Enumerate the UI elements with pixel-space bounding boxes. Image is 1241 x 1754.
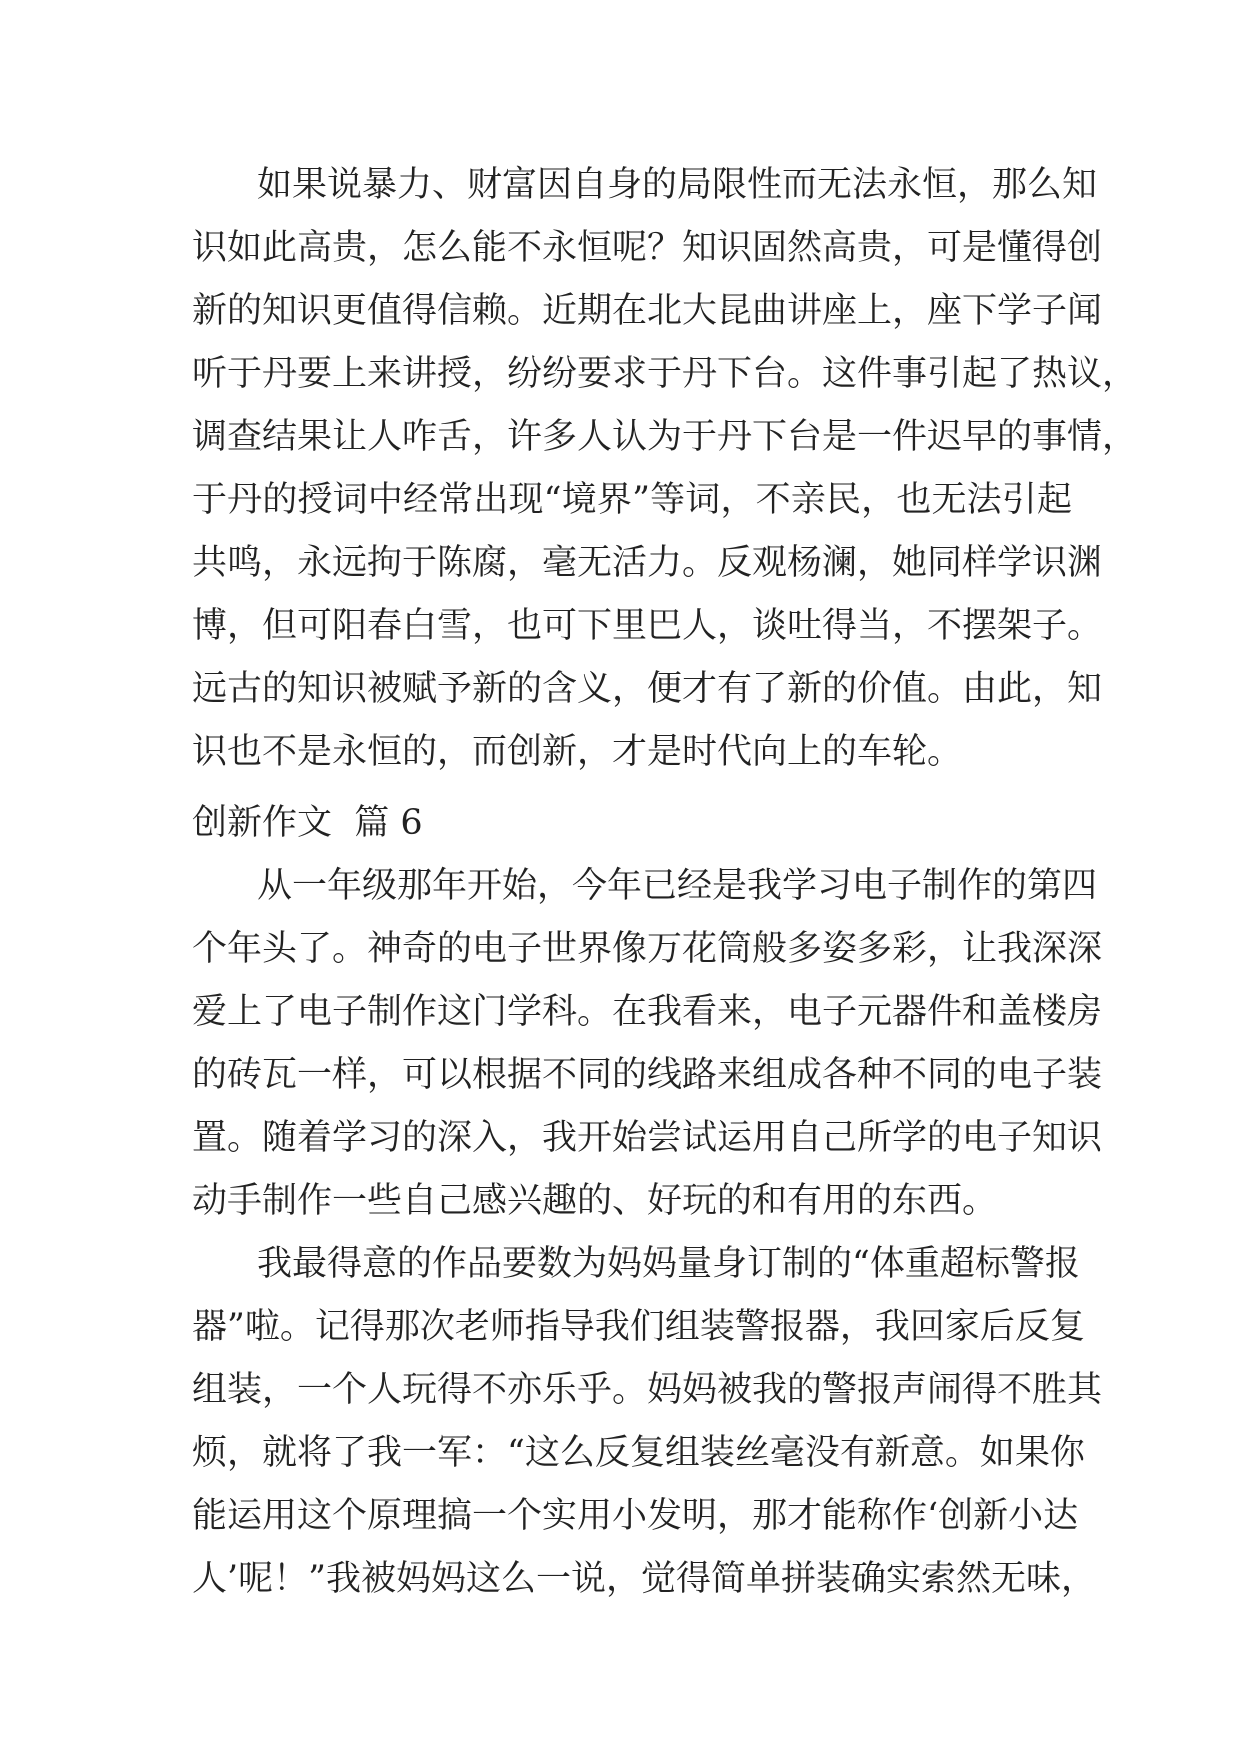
text-line: 人’呢！”我被妈妈这么一说，觉得简单拼装确实索然无味， <box>192 1559 1097 1599</box>
text-line: 远古的知识被赋予新的含义，便才有了新的价值。由此，知 <box>192 669 1103 709</box>
text-line: 调查结果让人咋舌，许多人认为于丹下台是一件迟早的事情， <box>192 417 1138 457</box>
text-line: 共鸣，永远拘于陈腐，毫无活力。反观杨澜，她同样学识渊 <box>192 543 1103 583</box>
text-line: 我最得意的作品要数为妈妈量身订制的“体重超标警报 <box>257 1244 1080 1284</box>
section-heading: 创新作文 篇 6 <box>192 803 423 843</box>
text-line: 的砖瓦一样，可以根据不同的线路来组成各种不同的电子装 <box>192 1055 1103 1095</box>
text-line: 新的知识更值得信赖。近期在北大昆曲讲座上，座下学子闻 <box>192 291 1103 331</box>
text-line: 识也不是永恒的，而创新，才是时代向上的车轮。 <box>192 732 963 772</box>
text-line: 于丹的授词中经常出现“境界”等词，不亲民，也无法引起 <box>192 480 1072 520</box>
text-line: 从一年级那年开始，今年已经是我学习电子制作的第四 <box>257 866 1098 906</box>
text-line: 组装，一个人玩得不亦乐乎。妈妈被我的警报声闹得不胜其 <box>192 1370 1103 1410</box>
text-line: 置。随着学习的深入，我开始尝试运用自己所学的电子知识 <box>192 1118 1103 1158</box>
text-line: 识如此高贵，怎么能不永恒呢？知识固然高贵，可是懂得创 <box>192 228 1103 268</box>
text-line: 爱上了电子制作这门学科。在我看来，电子元器件和盖楼房 <box>192 992 1103 1032</box>
text-line: 烦，就将了我一军：“这么反复组装丝毫没有新意。如果你 <box>192 1433 1085 1473</box>
text-line: 器”啦。记得那次老师指导我们组装警报器，我回家后反复 <box>192 1307 1085 1347</box>
text-line: 能运用这个原理搞一个实用小发明，那才能称作‘创新小达 <box>192 1496 1079 1536</box>
text-line: 如果说暴力、财富因自身的局限性而无法永恒，那么知 <box>257 165 1098 205</box>
text-line: 动手制作一些自己感兴趣的、好玩的和有用的东西。 <box>192 1181 998 1221</box>
text-line: 听于丹要上来讲授，纷纷要求于丹下台。这件事引起了热议， <box>192 354 1138 394</box>
text-line: 博，但可阳春白雪，也可下里巴人，谈吐得当，不摆架子。 <box>192 606 1103 646</box>
text-line: 个年头了。神奇的电子世界像万花筒般多姿多彩，让我深深 <box>192 929 1103 969</box>
